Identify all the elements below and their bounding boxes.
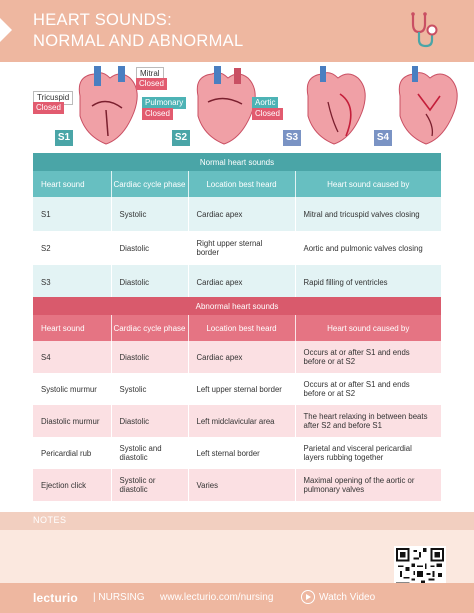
- abnormal-heart-sounds-table: [33, 297, 441, 501]
- table-cell: Diastolic: [111, 405, 188, 437]
- table-cell: Systolic or diastolic: [111, 469, 188, 501]
- table-cell: S1: [33, 197, 111, 231]
- table-cell: Ejection click: [33, 469, 111, 501]
- table-row: [33, 469, 441, 501]
- table-cell: Cardiac apex: [188, 197, 295, 231]
- column-header: Heart sound caused by: [295, 171, 441, 197]
- stethoscope-icon: [405, 10, 445, 50]
- play-icon[interactable]: [301, 590, 315, 604]
- table-caption: Abnormal heart sounds: [33, 297, 441, 315]
- column-header: Location best heard: [188, 315, 295, 341]
- website-link[interactable]: www.lecturio.com/nursing: [160, 592, 274, 603]
- table-cell: Diastolic: [111, 265, 188, 299]
- table-cell: Systolic murmur: [33, 373, 111, 405]
- table-cell: Diastolic: [111, 231, 188, 265]
- table-cell: Occurs at or after S1 and ends before or at S2: [295, 341, 441, 373]
- table-cell: Maximal opening of the aortic or pulmonary valves: [295, 469, 441, 501]
- table-cell: Rapid filling of ventricles: [295, 265, 441, 299]
- aortic-label: Aortic: [252, 97, 278, 109]
- page-footer: [0, 583, 474, 613]
- table-cell: Pericardial rub: [33, 437, 111, 469]
- pulmonary-label: Pulmonary: [142, 97, 186, 109]
- table-row: [33, 197, 441, 231]
- table-cell: S2: [33, 231, 111, 265]
- heart-illustrations: [0, 62, 474, 152]
- column-header: Heart sound caused by: [295, 315, 441, 341]
- normal-heart-sounds-table: [33, 153, 441, 299]
- notes-header: [0, 512, 474, 530]
- table-cell: Systolic: [111, 373, 188, 405]
- column-header: Heart sound: [33, 315, 111, 341]
- notes-label: NOTES: [33, 515, 67, 525]
- watch-video-link[interactable]: Watch Video: [319, 592, 376, 603]
- lecturio-logo[interactable]: lecturio: [33, 591, 78, 605]
- table-row: [33, 231, 441, 265]
- s4-badge: S4: [374, 130, 392, 146]
- table-row: [33, 341, 441, 373]
- table-cell: Systolic and diastolic: [111, 437, 188, 469]
- table-cell: Left upper sternal border: [188, 373, 295, 405]
- table-cell: S3: [33, 265, 111, 299]
- table-cell: Occurs at or after S1 and ends before or at S2: [295, 373, 441, 405]
- column-header: Cardiac cycle phase: [111, 315, 188, 341]
- aortic-state: Closed: [252, 108, 283, 120]
- title-line-2: NORMAL AND ABNORMAL: [33, 32, 244, 50]
- title-line-1: HEART SOUNDS:: [33, 11, 172, 29]
- table-cell: Left midclavicular area: [188, 405, 295, 437]
- table-cell: Mitral and tricuspid valves closing: [295, 197, 441, 231]
- heart-s3-illustration: [300, 66, 370, 146]
- table-caption: Normal heart sounds: [33, 153, 441, 171]
- column-header: Location best heard: [188, 171, 295, 197]
- mitral-label: Mitral: [136, 67, 164, 81]
- table-cell: Left sternal border: [188, 437, 295, 469]
- s1-badge: S1: [55, 130, 73, 146]
- table-cell: Diastolic: [111, 341, 188, 373]
- table-row: [33, 265, 441, 299]
- table-cell: Systolic: [111, 197, 188, 231]
- heart-s4-illustration: [392, 66, 462, 146]
- page-title: [33, 10, 243, 52]
- pulmonary-state: Closed: [142, 108, 173, 120]
- table-cell: Diastolic murmur: [33, 405, 111, 437]
- table-row: [33, 437, 441, 469]
- s3-badge: S3: [283, 130, 301, 146]
- column-header: Heart sound: [33, 171, 111, 197]
- column-header: Cardiac cycle phase: [111, 171, 188, 197]
- table-cell: Cardiac apex: [188, 265, 295, 299]
- table-cell: Parietal and visceral pericardial layers rubbing together: [295, 437, 441, 469]
- tricuspid-label: Tricuspid: [33, 91, 73, 105]
- table-cell: Right upper sternal border: [188, 231, 295, 265]
- table-cell: Varies: [188, 469, 295, 501]
- table-row: [33, 373, 441, 405]
- s2-badge: S2: [172, 130, 190, 146]
- heart-s1-illustration: [72, 66, 142, 146]
- table-cell: The heart relaxing in between beats after S2 and before S1: [295, 405, 441, 437]
- tricuspid-state: Closed: [33, 102, 64, 114]
- table-cell: Aortic and pulmonic valves closing: [295, 231, 441, 265]
- header-arrow: [0, 18, 12, 42]
- page-header: [0, 0, 474, 62]
- table-cell: S4: [33, 341, 111, 373]
- mitral-state: Closed: [136, 78, 167, 90]
- heart-s2-illustration: [190, 66, 260, 146]
- nursing-label: | NURSING: [93, 592, 145, 603]
- table-row: [33, 405, 441, 437]
- table-cell: Cardiac apex: [188, 341, 295, 373]
